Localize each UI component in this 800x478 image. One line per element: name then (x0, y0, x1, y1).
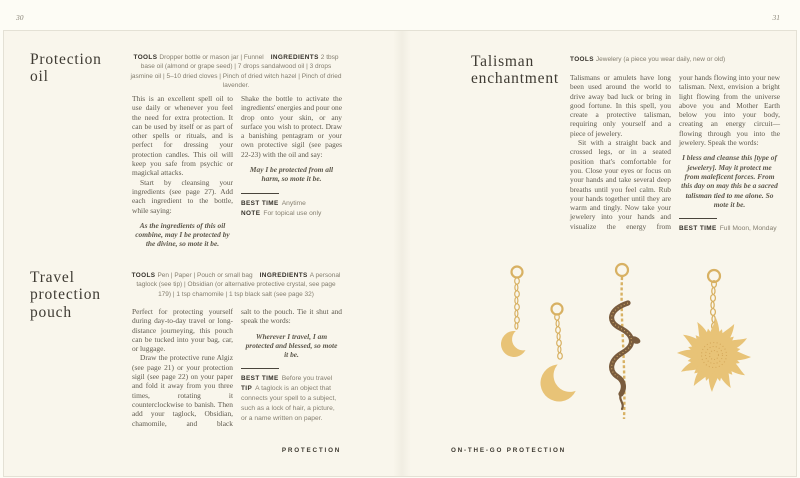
pouch-tip (241, 384, 342, 424)
pouch-tip-label: TIP (241, 385, 253, 393)
oil-ingredients-value: 2 tbsp base oil (almond or grape seed) | 7 drops sandalwood oil | 3 drops jasmine oil | 5–10 dried cloves | Pinch of dried witch hazel | Pinch of dried lavender. (130, 54, 342, 90)
section-title-protection-oil: Protection oil (30, 51, 102, 86)
talisman-column-1 (570, 73, 671, 234)
talisman-tools (570, 55, 782, 64)
oil-tools-ingredients (130, 53, 342, 91)
pouch-tools-ingredients (130, 271, 342, 299)
oil-tools-label: TOOLS (133, 54, 158, 61)
oil-note-value: For topical use only (263, 209, 322, 217)
page-number-right: 31 (772, 13, 780, 22)
talisman-body (570, 73, 780, 234)
book-spread (3, 30, 797, 477)
talisman-best-time (679, 224, 780, 234)
oil-note (241, 209, 342, 219)
oil-best-time-label: BEST TIME (241, 199, 279, 207)
pouch-best-time-label: BEST TIME (241, 375, 279, 383)
pouch-best-time (241, 374, 342, 384)
oil-incantation-2: May I be protected from all harm, so mote it be. (249, 165, 334, 184)
sun-pendant-icon (668, 267, 762, 399)
pouch-tip-value: A taglock is an object that connects your spell to a subject, such as a lock of hair, a picture, or a name written on paper. (241, 385, 337, 423)
pouch-tools-label: TOOLS (131, 272, 156, 279)
pouch-paragraph-1: Perfect for protecting yourself during day-to-day travel or long-distance journeying, this pouch can be tucked into your bag, car, or luggage. (132, 307, 233, 354)
oil-ingredients-label: INGREDIENTS (270, 54, 319, 61)
talisman-paragraph-1: Talismans or amulets have long been used around the world to drive away bad luck or bring in good fortune. In this spell, you create a protective talisman, requiring only yourself and a piece of jewelery. (570, 73, 671, 138)
talisman-column-2 (679, 73, 780, 234)
oil-tools-value: Dropper bottle or mason jar | Funnel (159, 54, 264, 61)
spine-gutter (393, 31, 411, 476)
pouch-body (132, 307, 342, 428)
oil-paragraph-3: Shake the bottle to activate the ingredients' energies and pour one drop onto your skin, or any surface you wish to protect. Draw a banishing pentagram or your own protective sigil (see pages 22-23) with the oil and say: (241, 94, 342, 159)
divider-rule (679, 218, 717, 219)
snake-pendant-icon (599, 261, 651, 427)
talisman-tools-value: Jewelery (a piece you wear daily, new or old) (595, 56, 726, 63)
talisman-tools-label: TOOLS (570, 56, 594, 63)
pouch-paragraph-2: Draw the protective rune Algiz (see page 21) or your protection sigil (see page 22) on your paper and fold it away from you three times, rotating it counterclockwise to banish. Then add your taglock, Obsidian, chamomile, and black (132, 353, 233, 428)
pouch-tools-value: Pen | Paper | Pouch or small bag (157, 272, 253, 279)
running-footer-right: ON-THE-GO PROTECTION (450, 447, 567, 454)
oil-best-time-value: Anytime (281, 199, 306, 207)
pouch-column-2 (241, 307, 342, 428)
pouch-column-1 (132, 307, 233, 428)
divider-rule (241, 193, 279, 194)
pouch-incantation: Wherever I travel, I am protected and blessed, so mote it be. (245, 331, 338, 360)
moon-pendant-large-icon (526, 301, 592, 413)
section-title-talisman: Talisman enchantment (471, 53, 559, 88)
oil-column-2 (241, 94, 342, 254)
page-number-left: 30 (16, 13, 24, 22)
oil-body (132, 94, 342, 254)
oil-best-time (241, 199, 342, 209)
talisman-paragraph-3: your hands flowing into your new talisman. Next, envision a bright light flowing from the universe above you and Mother Earth below you into your body, creating an energy circuit—flowing through you into the jewelery. Speak the words: (679, 73, 780, 148)
oil-note-label: NOTE (241, 209, 261, 217)
pouch-ingredients-label: INGREDIENTS (259, 272, 308, 279)
divider-rule (241, 368, 279, 369)
oil-incantation-1: As the ingredients of this oil combine, may I be protected by the divine, so mote it be. (135, 220, 230, 249)
oil-paragraph-1: This is an excellent spell oil to use daily or whenever you feel the need for extra protection. It can be used by itself or as part of other spells or rituals, and is perfect for dressing your protection candles. This oil will keep you safe from psychic or magickal attacks. (132, 94, 233, 178)
talisman-paragraph-2: Sit with a straight back and crossed legs, or in a seated position that's comfortable for you. Close your eyes or focus on your hands and take several deep breaths until you feel calm. Rub your hands together until they are warm and tingly. Now take your jewelery into your hands and visualize the energy from (570, 138, 671, 231)
pouch-ingredients-value: A personal taglock (see tip) | Obsidian (or alternative protective crystal, see page 179) | 1 tsp chamomile | 1 tsp black salt (see page 32) (136, 272, 341, 298)
oil-column-1 (132, 94, 233, 254)
running-footer-left: PROTECTION (281, 447, 342, 454)
talisman-best-time-label: BEST TIME (679, 225, 717, 233)
talisman-incantation: I bless and cleanse this [type of jewelery]. May it protect me from maleficent forces. From this day on may this be a sacred talisman tied to me alone. So mote it be. (681, 153, 778, 209)
pouch-best-time-value: Before you travel (281, 375, 333, 383)
talisman-best-time-value: Full Moon, Monday (719, 225, 777, 233)
oil-paragraph-2: Start by cleansing your ingredients (see page 27). Add each ingredient to the bottle, while saying: (132, 177, 233, 215)
section-title-travel-pouch: Travel protection pouch (30, 269, 101, 321)
pouch-paragraph-3: salt to the pouch. Tie it shut and speak the words: (241, 307, 342, 326)
